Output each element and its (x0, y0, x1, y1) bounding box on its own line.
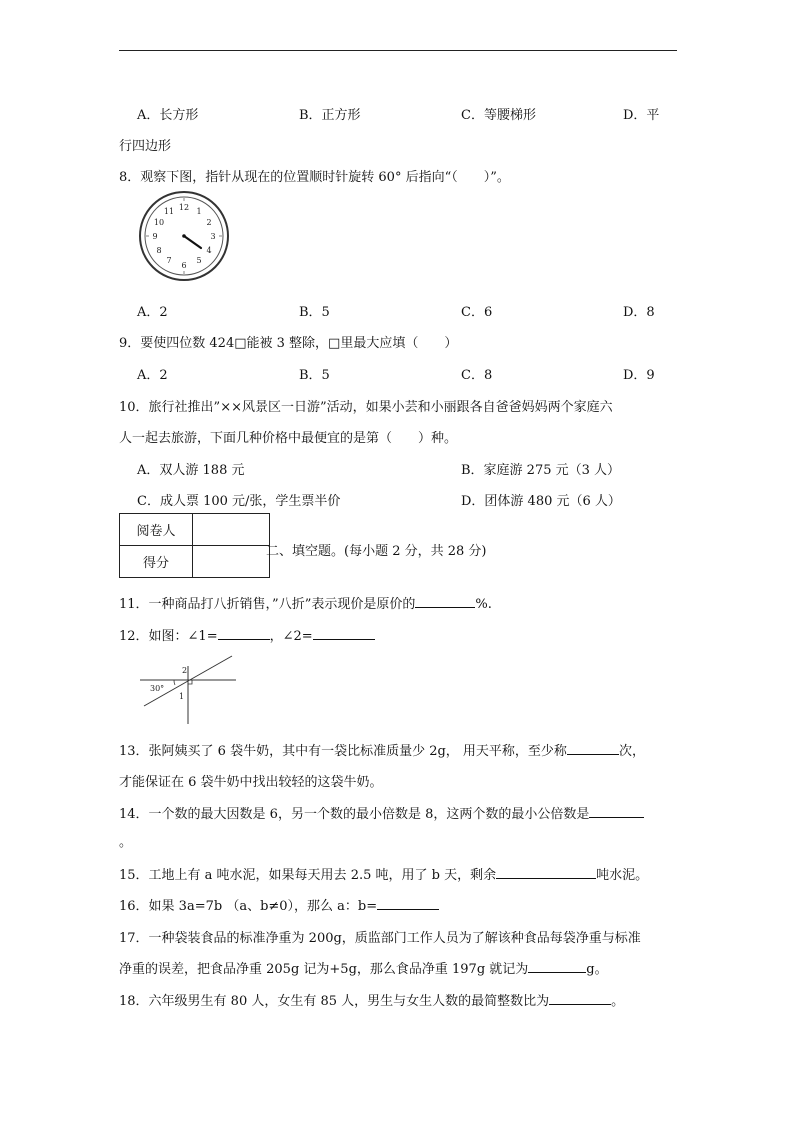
q18-question (119, 990, 624, 1009)
q16-question (119, 895, 439, 914)
reviewer-label: 阅卷人 (120, 514, 193, 546)
q12-text-angle1: 12．如图：∠1= (119, 629, 218, 644)
fig-label-angle: 30° (150, 684, 165, 693)
clock-number-2: 2 (206, 218, 212, 227)
q14-answer-blank[interactable] (589, 805, 644, 818)
clock-number-6: 6 (181, 261, 187, 270)
fig-label-1: 1 (179, 692, 185, 701)
angle-figure (138, 654, 236, 724)
q10-line-1: 10．旅行社推出”××风景区一日游”活动，如果小芸和小丽跟各自爸爸妈妈两个家庭六 (119, 400, 613, 415)
q13-line-2: 才能保证在 6 袋牛奶中找出较轻的这袋牛奶。 (119, 775, 383, 790)
q9-option-b: B．5 (299, 368, 330, 383)
score-label: 得分 (120, 546, 193, 578)
q18-answer-blank[interactable] (549, 992, 611, 1005)
q10-option-d: D．团体游 480 元（6 人） (461, 494, 621, 509)
q15-text-after: 吨水泥。 (596, 868, 649, 883)
q9-option-c: C．8 (461, 368, 493, 383)
q12-question (119, 625, 375, 644)
q14-line-2: 。 (119, 835, 133, 850)
clock-number-9: 9 (152, 232, 158, 241)
q7-option-d-continuation: 行四边形 (119, 139, 172, 154)
fig-label-2: 2 (182, 666, 188, 675)
clock-number-7: 7 (166, 256, 172, 265)
clock-number-3: 3 (210, 232, 216, 241)
q9-option-a: A．2 (137, 368, 168, 383)
q8-option-c: C．6 (461, 305, 493, 320)
q7-option-c: C．等腰梯形 (461, 108, 536, 123)
q17-text-after: g。 (586, 962, 608, 977)
q7-option-b: B．正方形 (299, 108, 361, 123)
q18-text-after: 。 (611, 994, 625, 1009)
q10-option-b: B．家庭游 275 元（3 人） (461, 463, 621, 478)
q14-line-1 (119, 803, 644, 822)
q8-option-d: D．8 (623, 305, 655, 320)
reviewer-cell (193, 514, 270, 546)
q11-answer-blank[interactable] (415, 595, 475, 608)
q15-answer-blank[interactable] (496, 866, 596, 879)
q10-option-a: A．双人游 188 元 (137, 463, 245, 478)
grading-box (119, 513, 270, 578)
q18-text-before: 18．六年级男生有 80 人，女生有 85 人，男生与女生人数的最简整数比为 (119, 994, 550, 1009)
q8-question: 8．观察下图，指针从现在的位置顺时针旋转 60° 后指向“（ ）”。 (119, 170, 510, 185)
section-2-title: 二、填空题。(每小题 2 分，共 28 分) (266, 544, 487, 559)
q17-text-before: 净重的误差，把食品净重 205g 记为+5g，那么食品净重 197g 就记为 (119, 962, 529, 977)
q17-line-1: 17．一种袋装食品的标准净重为 200g，质监部门工作人员为了解该种食品每袋净重与标准 (119, 931, 641, 946)
q16-text: 16．如果 3a=7b （a、b≠0），那么 a：b= (119, 899, 378, 914)
clock-number-12: 12 (178, 203, 190, 212)
clock-number-1: 1 (196, 207, 202, 216)
clock-number-4: 4 (206, 246, 212, 255)
clock-number-11: 11 (163, 207, 175, 216)
q17-line-2 (119, 958, 608, 977)
q13-line-1 (119, 740, 645, 759)
q10-option-c: C．成人票 100 元/张，学生票半价 (137, 494, 341, 509)
q7-option-a: A．长方形 (137, 108, 199, 123)
q12-text-angle2: ，∠2= (269, 629, 313, 644)
q7-option-d: D．平 (623, 108, 660, 123)
q10-line-2: 人一起去旅游，下面几种价格中最便宜的是第（ ）种。 (119, 431, 458, 446)
q11-question (119, 593, 492, 612)
q11-text-after: %. (475, 597, 492, 612)
q16-answer-blank[interactable] (377, 897, 439, 910)
q13-text-before: 13．张阿姨买了 6 袋牛奶，其中有一袋比标准质量少 2g， 用天平称，至少称 (119, 744, 567, 759)
header-rule (119, 50, 677, 51)
q12-answer-blank-1[interactable] (218, 627, 270, 640)
q15-text-before: 15．工地上有 a 吨水泥，如果每天用去 2.5 吨，用了 b 天，剩余 (119, 868, 497, 883)
clock-number-5: 5 (196, 256, 202, 265)
q9-question: 9．要使四位数 424□能被 3 整除，□里最大应填（ ） (119, 336, 458, 351)
q13-text-after: 次， (618, 744, 645, 759)
q9-option-d: D．9 (623, 368, 655, 383)
q15-question (119, 864, 648, 883)
q17-answer-blank[interactable] (528, 960, 586, 973)
q8-option-b: B．5 (299, 305, 330, 320)
clock-number-8: 8 (156, 246, 162, 255)
q12-answer-blank-2[interactable] (313, 627, 375, 640)
score-cell (193, 546, 270, 578)
q14-text: 14．一个数的最大因数是 6，另一个数的最小倍数是 8，这两个数的最小公倍数是 (119, 807, 590, 822)
clock-number-10: 10 (153, 218, 165, 227)
clock-figure (138, 190, 230, 282)
q8-option-a: A．2 (137, 305, 168, 320)
q11-text-before: 11．一种商品打八折销售，”八折”表示现价是原价的 (119, 597, 416, 612)
q13-answer-blank[interactable] (567, 742, 619, 755)
